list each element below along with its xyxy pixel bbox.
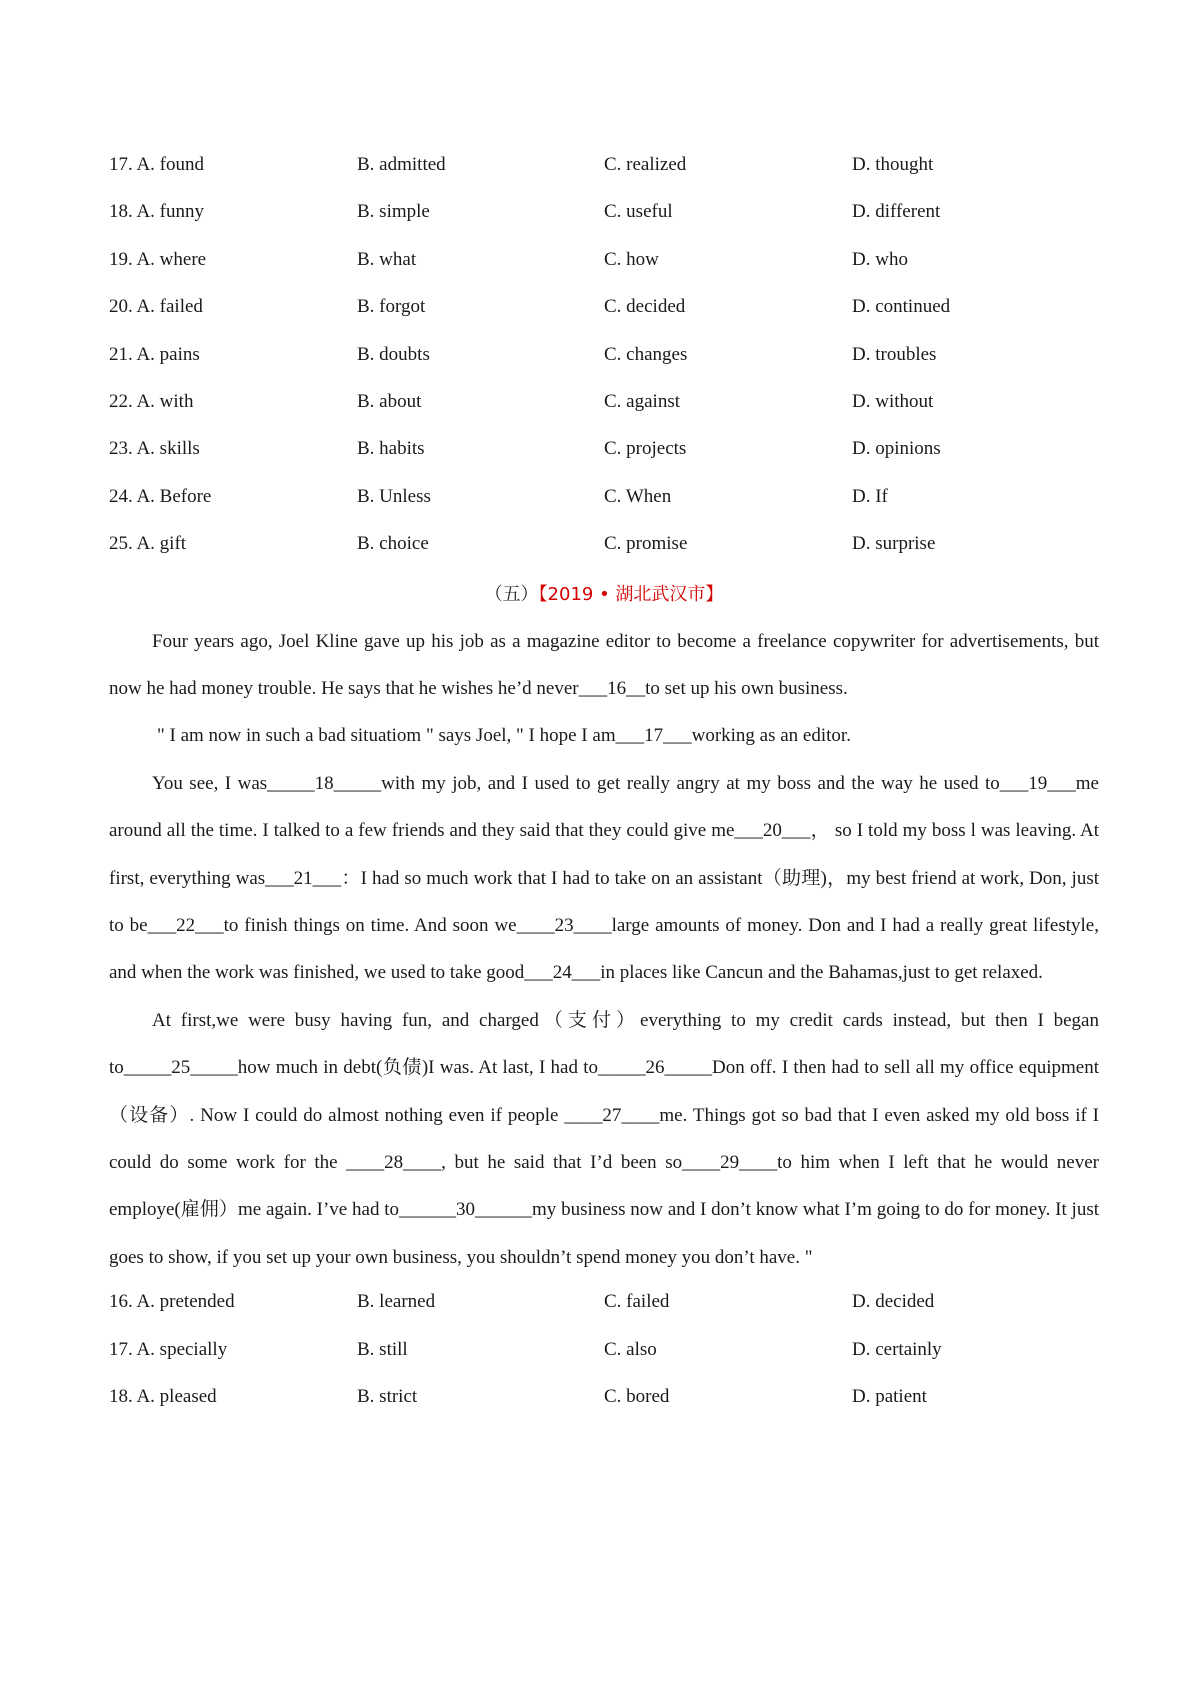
section-number: （五） — [484, 583, 539, 605]
option-d: D. thought — [852, 154, 934, 175]
option-a: 18. A. pleased — [109, 1385, 217, 1407]
option-b: B. choice — [357, 533, 429, 555]
option-b: B. about — [357, 390, 422, 412]
option-c: C. failed — [604, 1291, 670, 1313]
passage-paragraph: " I am now in such a bad situatiom " says Joel, " I hope I am___17___working as an editor. — [157, 725, 851, 747]
option-row — [109, 381, 1099, 428]
option-c: C. useful — [604, 201, 673, 223]
option-c: C. how — [604, 248, 659, 270]
option-d: D. surprise — [852, 533, 936, 555]
option-a: 23. A. skills — [109, 438, 200, 460]
option-row — [109, 286, 1099, 333]
option-a: 21. A. pains — [109, 343, 200, 365]
option-b: B. forgot — [357, 296, 426, 318]
option-c: C. realized — [604, 154, 687, 175]
option-b: B. admitted — [357, 154, 446, 175]
option-d: D. without — [852, 390, 934, 412]
option-row — [109, 523, 1099, 570]
option-d: D. If — [852, 485, 888, 507]
option-a: 18. A. funny — [109, 201, 204, 223]
option-b: B. simple — [357, 201, 430, 223]
option-b: B. doubts — [357, 343, 430, 365]
option-row — [109, 1376, 1099, 1423]
option-c: C. promise — [604, 533, 688, 555]
options-bottom — [109, 1281, 1099, 1423]
option-d: D. decided — [852, 1291, 935, 1313]
option-c: C. decided — [604, 296, 686, 318]
option-c: C. against — [604, 390, 680, 412]
worksheet-page — [109, 0, 1099, 1423]
option-d: D. patient — [852, 1385, 927, 1407]
option-row — [109, 239, 1099, 286]
option-a: 24. A. Before — [109, 485, 212, 507]
option-c: C. When — [604, 485, 672, 507]
option-row — [109, 1281, 1099, 1328]
option-d: D. who — [852, 248, 908, 270]
option-a: 20. A. failed — [109, 296, 203, 318]
passage-paragraph: Four years ago, Joel Kline gave up his job as a magazine editor to become a freelance copywriter for advertisements, but now he had money trouble. He says that he wishes he’d never___16__to set up his own business. — [109, 630, 1099, 699]
option-a: 17. A. found — [109, 154, 204, 175]
section-source: 【2019 • 湖北武汉市】 — [538, 583, 724, 605]
option-row — [109, 476, 1099, 523]
option-row — [109, 334, 1099, 381]
option-c: C. also — [604, 1338, 657, 1360]
option-c: C. projects — [604, 438, 687, 460]
option-b: B. habits — [357, 438, 425, 460]
option-a: 25. A. gift — [109, 533, 187, 555]
option-a: 16. A. pretended — [109, 1291, 235, 1313]
option-a: 17. A. specially — [109, 1338, 228, 1360]
option-c: C. bored — [604, 1385, 670, 1407]
option-b: B. what — [357, 248, 417, 270]
option-d: D. continued — [852, 296, 951, 318]
option-a: 19. A. where — [109, 248, 207, 270]
passage-paragraph: You see, I was_____18_____with my job, and I used to get really angry at my boss and the way he used to___19___me around all the time. I talked to a few friends and they said that they could give me___20___， so I told my boss l was leaving. At first, everything was___21___：I had so much work that I had to take on an assistant（助理)，my best friend at work, Don, just to be___22___to finish things on time. And soon we____23____large amounts of money. Don and I had a really great lifestyle, and when the work was finished, we used to take good___24___in places like Cancun and the Bahamas,just to get relaxed. — [109, 772, 1099, 984]
option-b: B. learned — [357, 1291, 436, 1313]
option-b: B. still — [357, 1338, 408, 1360]
passage — [109, 618, 1099, 1282]
option-d: D. troubles — [852, 343, 937, 365]
options-top — [109, 144, 1099, 571]
option-row — [109, 1329, 1099, 1376]
option-b: B. strict — [357, 1385, 418, 1407]
passage-paragraph: At first,we were busy having fun, and charged（支付）everything to my credit cards instead, but then I began to_____25_____how much in debt(负债)I was. At last, I had to_____26_____Don off. I then had to sell all my office equipment（设备）. Now I could do almost nothing even if people ____27____me. Things got so bad that I even asked my old boss if I could do some work for the ____28____, but he said that I’d been so____29____to him when I left that he would never employe(雇佣）me again. I’ve had to______30______my business now and I don’t know what I’m going to do for money. It just goes to show, if you set up your own business, you shouldn’t spend money you don’t have. " — [109, 1009, 1099, 1268]
option-row — [109, 191, 1099, 238]
option-b: B. Unless — [357, 485, 431, 507]
option-d: D. certainly — [852, 1338, 942, 1360]
option-d: D. different — [852, 201, 941, 223]
section-heading — [109, 571, 1099, 618]
option-a: 22. A. with — [109, 390, 194, 412]
option-d: D. opinions — [852, 438, 941, 460]
option-row — [109, 144, 1099, 191]
option-c: C. changes — [604, 343, 688, 365]
option-row — [109, 428, 1099, 475]
